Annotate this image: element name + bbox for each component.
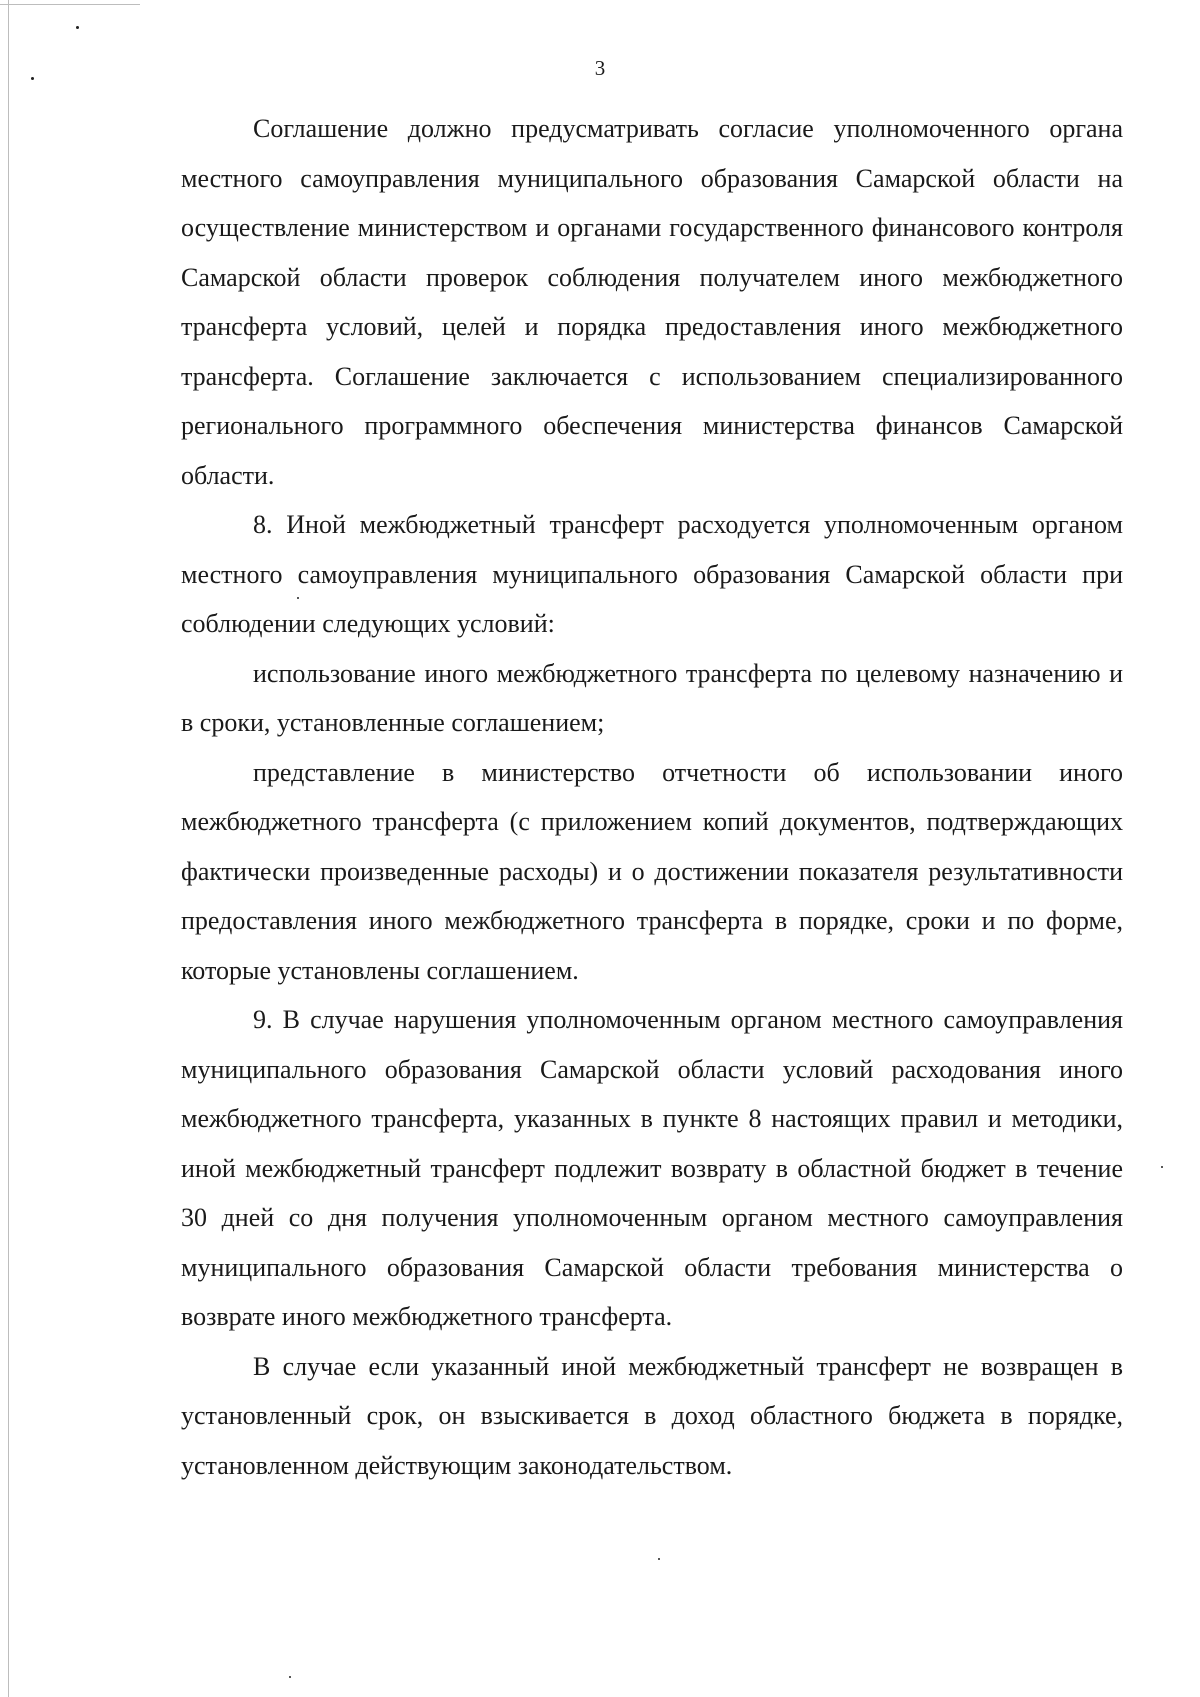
page-number: 3 (594, 56, 606, 80)
paragraph-agreement-consent: Соглашение должно предусматривать согласие уполномоченного органа местного самоуправления муниципального образования Самарской области на осуществление министерством и органами государственного финансового контроля Самарской области проверок соблюдения получателем иного межбюджетного трансферта условий, целей и порядка предоставления иного межбюджетного трансферта. Соглашение заключается с использованием специализированного регионального программного обеспечения министерства финансов Самарской области. (181, 114, 1123, 490)
paragraph-condition-reporting: представление в министерство отчетности об использовании иного межбюджетного трансферта (с приложением копий документов, подтверждающих фактически произведенные расходы) и о достижении показателя результативности предоставления иного межбюджетного трансферта в порядке, сроки и по форме, которые установлены соглашением. (181, 757, 1123, 985)
scan-speck (658, 1558, 660, 1560)
scan-speck (76, 26, 79, 29)
paragraph-recovery: В случае если указанный иной межбюджетный трансферт не возвращен в установленный срок, он взыскивается в доход областного бюджета в порядке, установленном действующим законодательством. (181, 1351, 1123, 1480)
scan-edge-top (0, 4, 140, 5)
paragraph-item-8: 8. Иной межбюджетный трансферт расходуется уполномоченным органом местного самоуправления муниципального образования Самарской области при соблюдении следующих условий: (181, 510, 1123, 638)
scan-speck (289, 1676, 291, 1678)
paragraph-item-9: 9. В случае нарушения уполномоченным органом местного самоуправления муниципального образования Самарской области условий расходования иного межбюджетного трансферта, указанных в пункте 8 настоящих правил и методики, иной межбюджетный трансферт подлежит возврату в областной бюджет в течение 30 дней со дня получения уполномоченным органом местного самоуправления муниципального образования Самарской области требования министерства о возврате иного межбюджетного трансферта. (181, 1005, 1123, 1331)
scan-edge-line (8, 0, 9, 1697)
paragraph-condition-use: использование иного межбюджетного трансферта по целевому назначению и в сроки, установленные соглашением; (181, 658, 1123, 737)
scan-speck (1161, 1166, 1163, 1168)
document-body (181, 104, 1123, 1490)
